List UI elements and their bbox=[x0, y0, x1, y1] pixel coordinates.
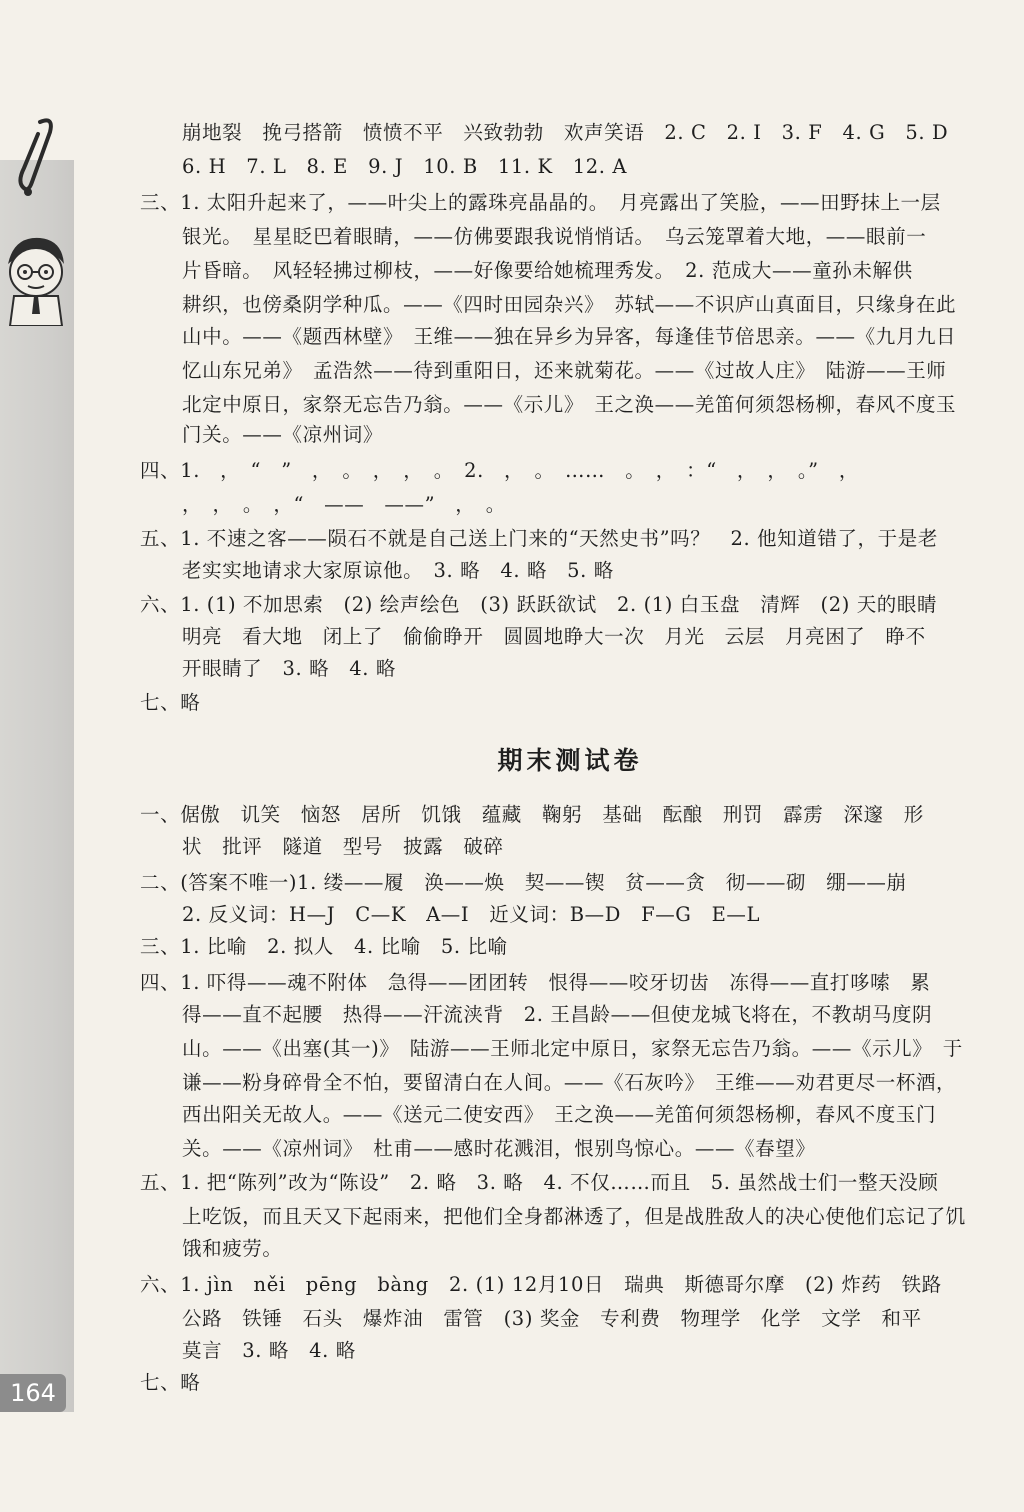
text-line: 公路 铁锤 石头 爆炸油 雷管 (3) 奖金 专利费 物理学 化学 文学 和平 bbox=[182, 1307, 922, 1330]
text-line: 五、1. 把“陈列”改为“陈设” 2. 略 3. 略 4. 不仅……而且 5. 虽然战士们一整天没顾 bbox=[140, 1171, 939, 1194]
text-line: 五、1. 不速之客——陨石不就是自己送上门来的“天然史书”吗？ 2. 他知道错了，于是老 bbox=[140, 527, 938, 550]
text-line: 得——直不起腰 热得——汗流浃背 2. 王昌龄——但使龙城飞将在，不教胡马度阴 bbox=[182, 1003, 933, 1026]
text-line: 六、1. jìn něi pēng bàng 2. (1) 12月10日 瑞典 斯德哥尔摩 (2) 炸药 铁路 bbox=[140, 1273, 942, 1296]
cartoon-student-icon bbox=[0, 230, 72, 326]
text-line: 七、略 bbox=[140, 691, 201, 714]
text-line: 北定中原日，家祭无忘告乃翁。——《示儿》 王之涣——羌笛何须怨杨柳，春风不度玉 bbox=[182, 393, 957, 416]
text-line: 银光。 星星眨巴着眼睛，——仿佛要跟我说悄悄话。 乌云笼罩着大地，——眼前一 bbox=[182, 225, 927, 248]
text-line: 二、(答案不唯一)1. 缕——履 涣——焕 契——锲 贫——贪 彻——砌 绷——崩 bbox=[140, 871, 907, 894]
paper-clip-icon bbox=[10, 112, 60, 202]
text-line: 三、1. 比喻 2. 拟人 4. 比喻 5. 比喻 bbox=[140, 935, 508, 958]
text-line: 门关。——《凉州词》 bbox=[182, 423, 384, 446]
text-line: 三、1. 太阳升起来了，——叶尖上的露珠亮晶晶的。 月亮露出了笑脸，——田野抹上一层 bbox=[140, 191, 941, 214]
text-line: 四、1. 吓得——魂不附体 急得——团团转 恨得——咬牙切齿 冻得——直打哆嗦 累 bbox=[140, 971, 931, 994]
text-line: 关。——《凉州词》 杜甫——感时花溅泪，恨别鸟惊心。——《春望》 bbox=[182, 1137, 816, 1160]
text-line: 状 批评 隧道 型号 披露 破碎 bbox=[182, 835, 504, 858]
text-line: 片昏暗。 风轻轻拂过柳枝，——好像要给她梳理秀发。 2. 范成大——童孙未解供 bbox=[182, 259, 913, 282]
text-line: 六、1. (1) 不加思索 (2) 绘声绘色 (3) 跃跃欲试 2. (1) 白玉盘 清辉 (2) 天的眼睛 bbox=[140, 593, 938, 616]
text-line: 饿和疲劳。 bbox=[182, 1237, 283, 1260]
text-line: 开眼睛了 3. 略 4. 略 bbox=[182, 657, 397, 680]
text-line: 2. 反义词：H—J C—K A—I 近义词：B—D F—G E—L bbox=[182, 903, 761, 926]
text-line: 6. H 7. L 8. E 9. J 10. B 11. K 12. A bbox=[182, 155, 628, 178]
text-line: 西出阳关无故人。——《送元二使安西》 王之涣——羌笛何须怨杨柳，春风不度玉门 bbox=[182, 1103, 937, 1126]
text-line: 谦——粉身碎骨全不怕，要留清白在人间。——《石灰吟》 王维——劝君更尽一杯酒， bbox=[182, 1071, 957, 1094]
page-margin-strip bbox=[0, 160, 74, 1412]
text-line: 耕织，也傍桑阴学种瓜。——《四时田园杂兴》 苏轼——不识庐山真面目，只缘身在此 bbox=[182, 293, 957, 316]
page-number: 164 bbox=[0, 1374, 66, 1412]
text-line: 忆山东兄弟》 孟浩然——待到重阳日，还来就菊花。——《过故人庄》 陆游——王师 bbox=[182, 359, 947, 382]
text-line: 莫言 3. 略 4. 略 bbox=[182, 1339, 356, 1362]
text-line: 七、略 bbox=[140, 1371, 201, 1394]
text-line: 山。——《出塞(其一)》 陆游——王师北定中原日，家祭无忘告乃翁。——《示儿》 于 bbox=[182, 1037, 963, 1060]
text-line: 上吃饭，而且天又下起雨来，把他们全身都淋透了，但是战胜敌人的决心使他们忘记了饥 bbox=[182, 1205, 966, 1228]
text-line: 明亮 看大地 闭上了 偷偷睁开 圆圆地睁大一次 月光 云层 月亮困了 睁不 bbox=[182, 625, 926, 648]
text-line: 老实实地请求大家原谅他。 3. 略 4. 略 5. 略 bbox=[182, 559, 614, 582]
text-line: 崩地裂 挽弓搭箭 愤愤不平 兴致勃勃 欢声笑语 2. C 2. I 3. F 4. G 5. D bbox=[182, 121, 949, 144]
text-line: 山中。——《题西林壁》 王维——独在异乡为异客，每逢佳节倍思亲。——《九月九日 bbox=[182, 325, 957, 348]
text-line: ， ， 。 ，“ —— ——” ， 。 bbox=[182, 493, 506, 516]
text-line: 四、1. ， “ ” ， 。 ， ， 。 2. ， 。 …… 。 ， ：“ ， ， 。” ， bbox=[140, 459, 859, 482]
text-line: 一、倨傲 讥笑 恼怒 居所 饥饿 蕴藏 鞠躬 基础 酝酿 刑罚 霹雳 深邃 形 bbox=[140, 803, 924, 826]
section-title: 期末测试卷 bbox=[497, 746, 643, 775]
